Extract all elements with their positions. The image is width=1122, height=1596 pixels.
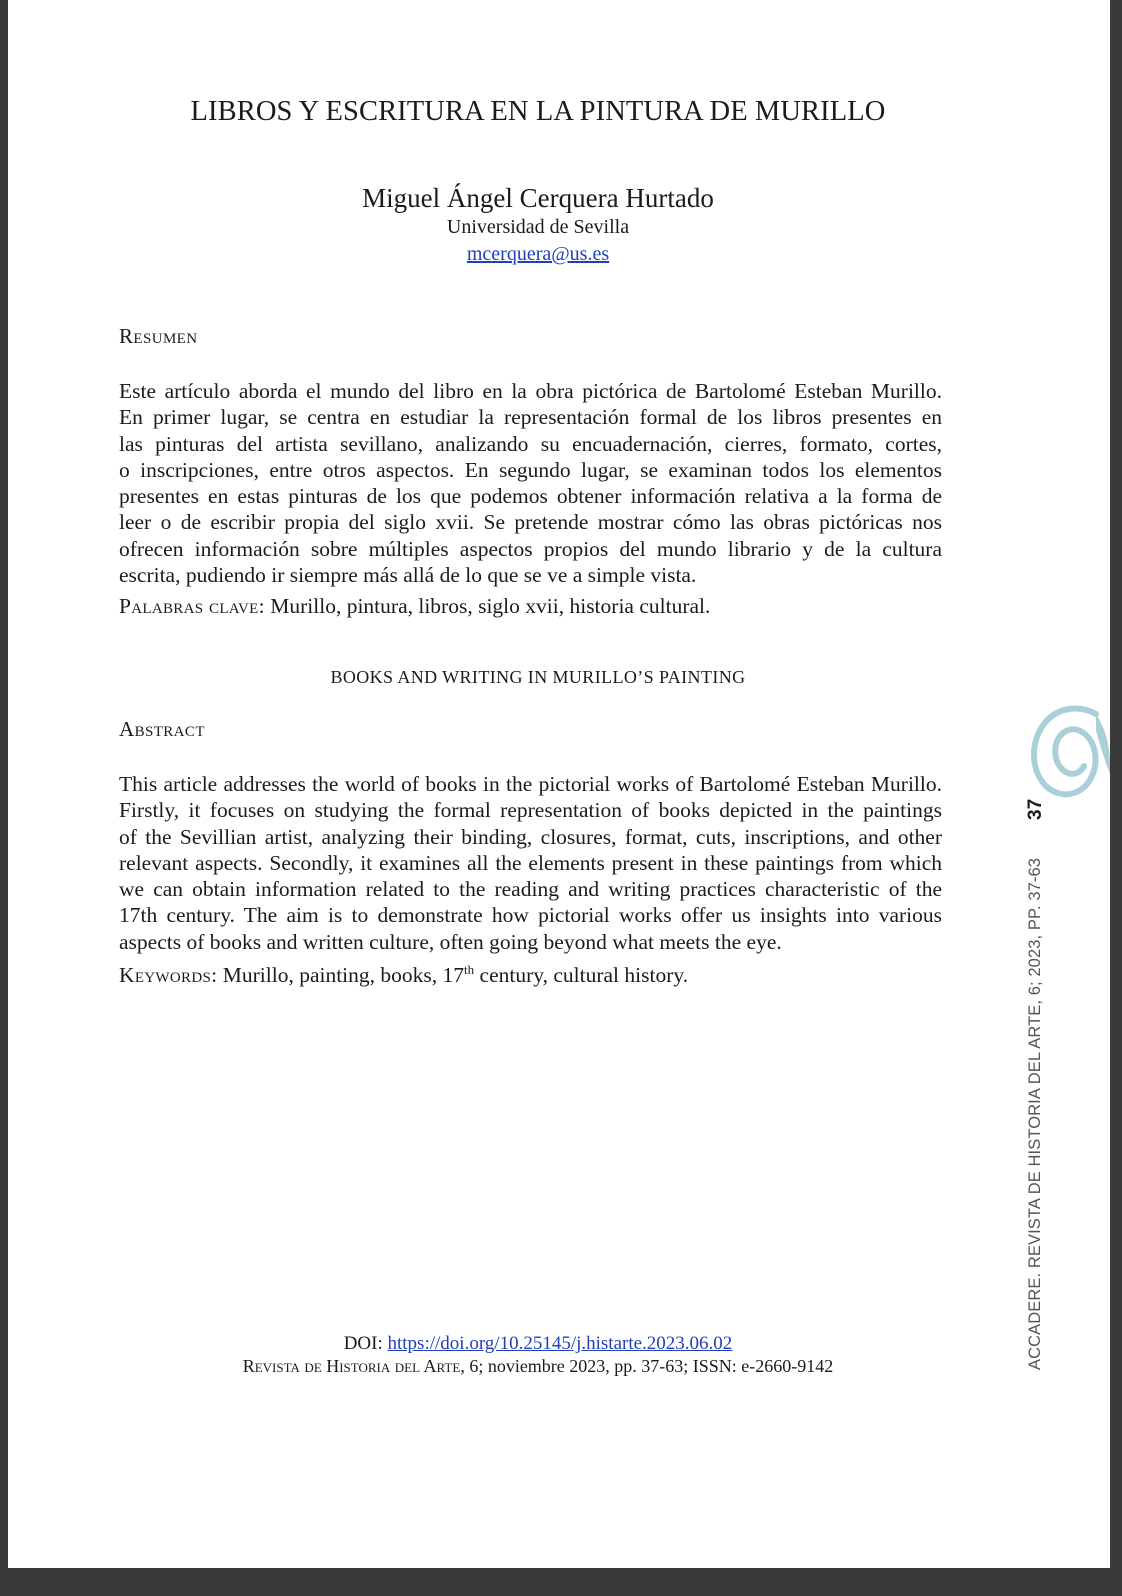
resumen-line: presentes en estas pinturas de los que podemos obtener información relativa a la forma de <box>119 484 942 509</box>
resumen-line: En primer lugar, se centra en estudiar la representación formal de los libros presentes en <box>119 405 942 430</box>
doi-line <box>8 1333 1068 1355</box>
abstract-line: Firstly, it focuses on studying the formal representation of books depicted in the paintings <box>119 798 942 823</box>
abstract-paragraph <box>119 771 942 955</box>
abstract-line: relevant aspects. Secondly, it examines all the elements present in these paintings from which <box>119 850 942 875</box>
author-email-row <box>8 243 1068 266</box>
logo-swirl-outer <box>1034 709 1096 795</box>
resumen-line: ofrecen información sobre múltiples aspectos propios del mundo librario y de la cultura <box>119 536 942 561</box>
palabras-clave-label: Palabras clave: <box>119 594 265 618</box>
resumen-line: las pinturas del artista sevillano, analizando su encuadernación, cierres, formato, cortes, <box>119 431 942 456</box>
palabras-clave-values: Murillo, pintura, libros, siglo xvii, historia cultural. <box>270 594 711 618</box>
sidebar-journal-line: ACCADERE. REVISTA DE HISTORIA DEL ARTE, 6; 2023, PP. 37-63 <box>1026 857 1044 1370</box>
palabras-clave <box>119 594 942 619</box>
journal-citation <box>8 1356 1068 1377</box>
abstract-line: of the Sevillian artist, analyzing their binding, closures, format, cuts, inscriptions, and other <box>119 824 942 849</box>
author-affiliation: Universidad de Sevilla <box>446 216 630 238</box>
doi-link[interactable]: https://doi.org/10.25145/j.histarte.2023.06.02 <box>387 1333 733 1354</box>
resumen-line: leer o de escribir propia del siglo xvii. Se pretende mostrar cómo las obras pictóricas nos <box>119 510 942 535</box>
author-email-link[interactable]: mcerquera@us.es <box>466 243 610 265</box>
resumen-paragraph <box>119 378 942 588</box>
abstract-heading: Abstract <box>119 717 205 741</box>
keywords-superscript: th <box>464 962 475 977</box>
resumen-heading: Resumen <box>119 324 198 348</box>
paper-page <box>8 0 1110 1568</box>
resumen-line: o inscripciones, entre otros aspectos. En segundo lugar, se examinan todos los elementos <box>119 457 942 482</box>
author-name: Miguel Ángel Cerquera Hurtado <box>362 183 714 213</box>
page-number: 37 <box>1025 798 1046 820</box>
article-title: LIBROS Y ESCRITURA EN LA PINTURA DE MURILLO <box>190 96 886 127</box>
abstract-line: aspects of books and written culture, often going beyond what meets the eye. <box>119 929 782 954</box>
english-title: BOOKS AND WRITING IN MURILLO’S PAINTING <box>330 667 746 687</box>
resumen-line: escrita, pudiendo ir siempre más allá de lo que se ve a simple vista. <box>119 563 697 588</box>
keywords-label: Keywords: <box>119 963 218 988</box>
journal-name: Revista de Historia del Arte <box>242 1356 461 1376</box>
keywords-values-end: century, cultural history. <box>474 963 689 988</box>
abstract-line: 17th century. The aim is to demonstrate how pictorial works offer us insights into various <box>119 903 942 928</box>
keywords <box>119 962 942 988</box>
abstract-line: we can obtain information related to the reading and writing practices characteristic of the <box>119 877 942 902</box>
journal-details: , 6; noviembre 2023, pp. 37-63; ISSN: e-2660-9142 <box>460 1356 834 1376</box>
journal-logo-swirl <box>1018 700 1110 810</box>
abstract-line: This article addresses the world of books in the pictorial works of Bartolomé Esteban Murillo. <box>119 772 942 796</box>
doi-label: DOI: <box>343 1333 388 1354</box>
keywords-values-start: Murillo, painting, books, 17 <box>222 963 465 988</box>
resumen-line: Este artículo aborda el mundo del libro en la obra pictórica de Bartolomé Esteban Murillo. <box>119 379 942 403</box>
